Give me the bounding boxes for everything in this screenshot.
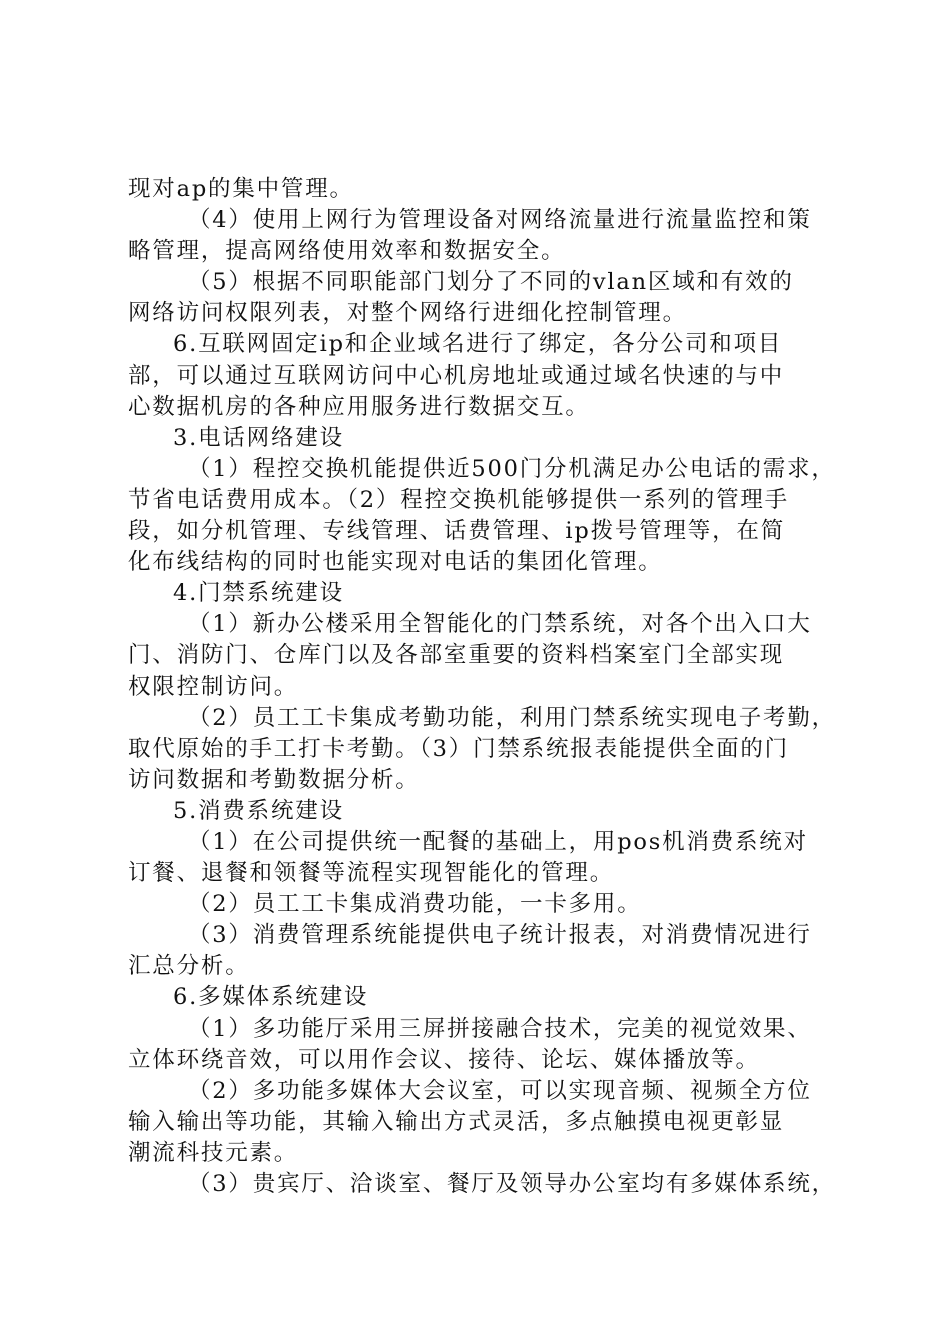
text-line: （2）员工工卡集成消费功能，一卡多用。 xyxy=(188,891,642,918)
text-line: 6.互联网固定ip和企业域名进行了绑定，各分公司和项目 xyxy=(173,331,783,358)
text-line: 5.消费系统建设 xyxy=(173,797,344,824)
text-line: 汇总分析。 xyxy=(128,953,250,980)
text-line: 潮流科技元素。 xyxy=(128,1139,299,1166)
text-line: （2）员工工卡集成考勤功能，利用门禁系统实现电子考勤， xyxy=(188,704,836,731)
text-line: （2）多功能多媒体大会议室，可以实现音频、视频全方位 xyxy=(188,1077,812,1104)
text-line: 立体环绕音效，可以用作会议、接待、论坛、媒体播放等。 xyxy=(128,1046,760,1073)
text-line: 网络访问权限列表，对整个网络行进细化控制管理。 xyxy=(128,300,687,327)
text-line: 3.电话网络建设 xyxy=(173,424,344,451)
text-line: 订餐、退餐和领餐等流程实现智能化的管理。 xyxy=(128,860,615,887)
text-line: 心数据机房的各种应用服务进行数据交互。 xyxy=(128,393,590,420)
text-line: 段，如分机管理、专线管理、话费管理、ip拨号管理等，在简 xyxy=(128,518,785,545)
text-line: （4）使用上网行为管理设备对网络流量进行流量监控和策 xyxy=(188,207,812,234)
text-line: 略管理，提高网络使用效率和数据安全。 xyxy=(128,238,566,265)
text-line: 输入输出等功能，其输入输出方式灵活，多点触摸电视更彰显 xyxy=(128,1108,785,1135)
text-line: 访问数据和考勤数据分析。 xyxy=(128,766,420,793)
text-line: 节省电话费用成本。（2）程控交换机能够提供一系列的管理手 xyxy=(128,486,789,513)
text-line: （3）消费管理系统能提供电子统计报表，对消费情况进行 xyxy=(188,922,812,949)
text-line: 4.门禁系统建设 xyxy=(173,580,344,607)
document-body xyxy=(128,174,836,1200)
text-line: 部，可以通过互联网访问中心机房地址或通过域名快速的与中 xyxy=(128,362,785,389)
text-line: 6.多媒体系统建设 xyxy=(173,984,369,1011)
text-line: （1）新办公楼采用全智能化的门禁系统，对各个出入口大 xyxy=(188,611,812,638)
text-line: 权限控制访问。 xyxy=(128,673,299,700)
text-line: （1）在公司提供统一配餐的基础上，用pos机消费系统对 xyxy=(188,828,808,855)
text-line: 化布线结构的同时也能实现对电话的集团化管理。 xyxy=(128,549,663,576)
text-line: （1）多功能厅采用三屏拼接融合技术，完美的视觉效果、 xyxy=(188,1015,812,1042)
text-line: 取代原始的手工打卡考勤。（3）门禁系统报表能提供全面的门 xyxy=(128,735,789,762)
text-line: （1）程控交换机能提供近500门分机满足办公电话的需求， xyxy=(188,455,836,482)
text-line: （3）贵宾厅、洽谈室、餐厅及领导办公室均有多媒体系统， xyxy=(188,1171,836,1197)
text-line: （5）根据不同职能部门划分了不同的vlan区域和有效的 xyxy=(188,269,794,296)
text-line: 门、消防门、仓库门以及各部室重要的资料档案室门全部实现 xyxy=(128,642,785,669)
text-line: 现对ap的集中管理。 xyxy=(128,176,354,202)
